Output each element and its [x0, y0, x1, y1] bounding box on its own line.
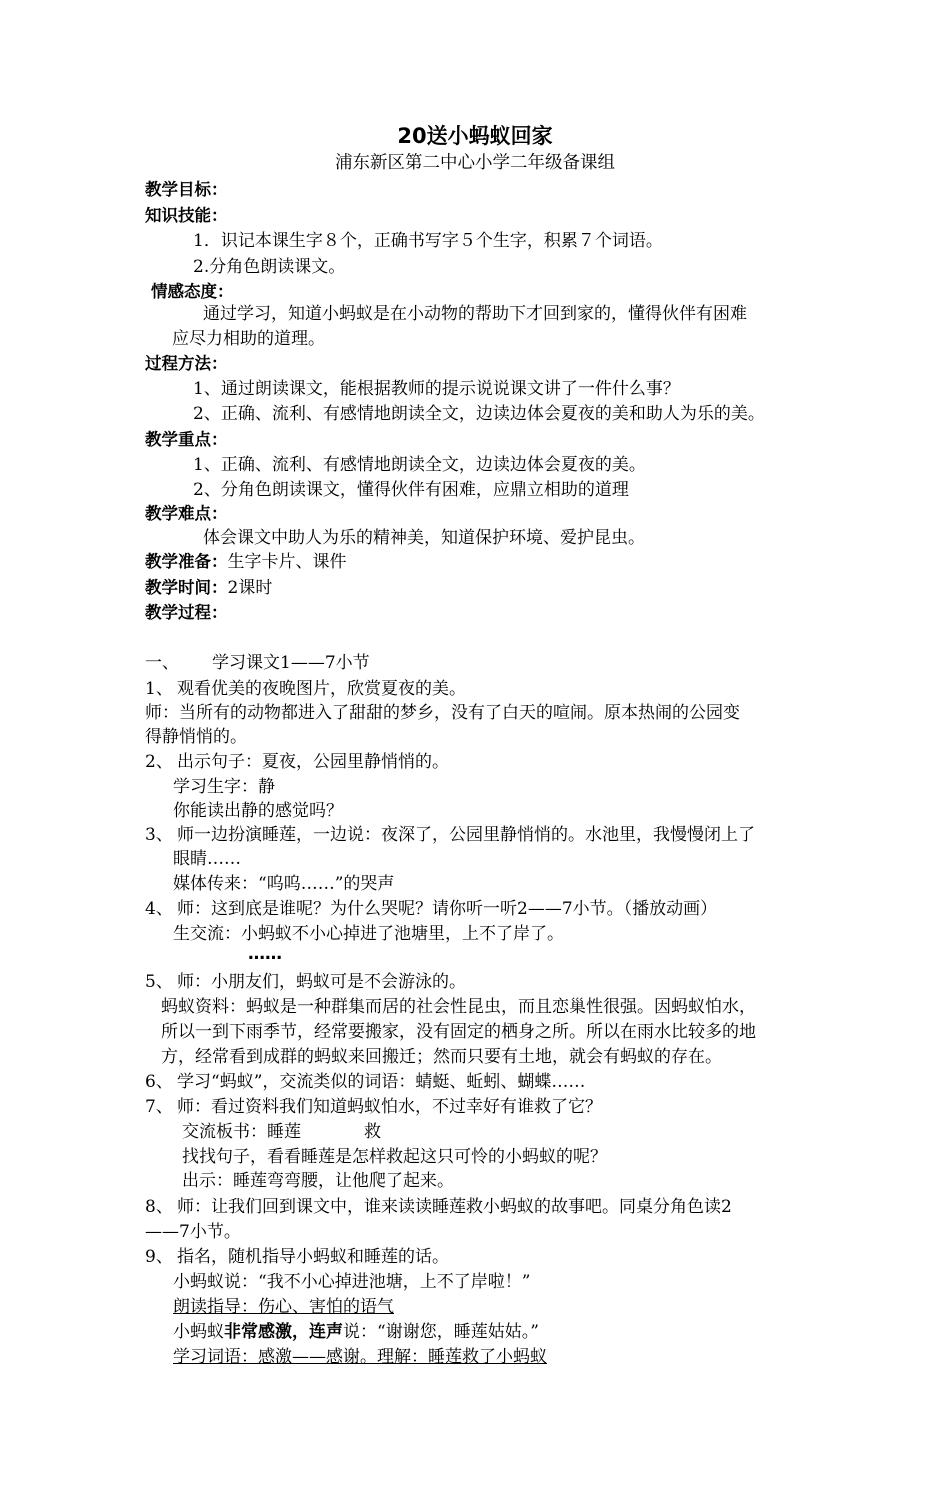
- step-1-text: 观看优美的夜晚图片，欣赏夏夜的美。: [177, 679, 466, 699]
- time-heading: 教学时间：: [145, 578, 228, 597]
- step-7-sub-2: 出示：睡莲弯弯腰，让他爬了起来。: [182, 1171, 454, 1191]
- step-5-number: 5、: [145, 972, 173, 992]
- quote-2-bold-2: 连声: [309, 1322, 343, 1342]
- knowledge-item-1: 1．识记本课生字８个，正确书写字５个生字，积累７个词语。: [193, 231, 663, 251]
- step-1-teacher-1: 师：当所有的动物都进入了甜甜的梦乡，没有了白天的喧闹。原本热闹的公园变: [145, 703, 740, 723]
- time-text: 2课时: [227, 578, 273, 598]
- section-one-number: 一、: [145, 653, 179, 673]
- step-9-vocabulary: 学习词语：感激——感谢。理解：睡莲救了小蚂蚁: [173, 1347, 547, 1367]
- step-3-sub: 媒体传来：“呜呜……”的哭声: [173, 874, 395, 894]
- step-2-text: 出示句子：夏夜，公园里静悄悄的。: [177, 752, 449, 772]
- step-2-number: 2、: [145, 752, 173, 772]
- step-7-sub-1: 找找句子，看看睡莲是怎样救起这只可怜的小蚂蚁的呢？: [182, 1147, 607, 1167]
- step-9-quote-1: 小蚂蚁说：“我不小心掉进池塘，上不了岸啦！”: [173, 1272, 531, 1292]
- emotion-text-2: 应尽力相助的道理。: [172, 329, 325, 349]
- knowledge-item-2: 2.分角色朗读课文。: [193, 257, 346, 277]
- step-3-text: 师一边扮演睡莲，一边说：夜深了，公园里静悄悄的。水池里，我慢慢闭上了: [177, 825, 755, 845]
- step-9-quote-2: [173, 1319, 539, 1345]
- page-title: 20送小蚂蚁回家: [397, 124, 553, 148]
- step-7-text: 师：看过资料我们知道蚂蚁怕水，不过幸好有谁救了它？: [177, 1097, 602, 1117]
- difficulty-heading: 教学难点：: [145, 504, 228, 523]
- procedure-heading: 教学过程：: [145, 603, 228, 622]
- key-point-2: 2、分角色朗读课文，懂得伙伴有困难，应鼎立相助的道理: [193, 480, 629, 500]
- quote-2-comma: ，: [292, 1322, 309, 1342]
- step-5-data-2: 所以一到下雨季节，经常要搬家，没有固定的栖身之所。所以在雨水比较多的地: [161, 1022, 756, 1042]
- preparation-heading: 教学准备：: [145, 552, 228, 571]
- quote-2-prefix: 小蚂蚁: [173, 1322, 224, 1342]
- time-line: [145, 575, 272, 601]
- process-heading: 过程方法：: [145, 354, 228, 373]
- step-8-continued: ——7小节。: [145, 1222, 241, 1242]
- step-7-board-label: 交流板书：睡莲: [182, 1122, 301, 1142]
- step-7-board-word: 救: [364, 1122, 381, 1142]
- step-4-ellipsis: ……: [248, 944, 282, 964]
- emotion-heading: 情感态度：: [151, 282, 234, 301]
- difficulty-text: 体会课文中助人为乐的精神美，知道保护环境、爱护昆虫。: [203, 528, 645, 548]
- step-6-number: 6、: [145, 1072, 173, 1092]
- step-4-text: 师：这到底是谁呢？为什么哭呢？请你听一听2——7小节。（播放动画）: [177, 899, 718, 919]
- step-2-sub-2: 你能读出静的感觉吗？: [173, 801, 343, 821]
- step-8-text: 师：让我们回到课文中，谁来读读睡莲救小蚂蚁的故事吧。同桌分角色读2: [177, 1197, 732, 1217]
- step-1-teacher-2: 得静悄悄的。: [145, 727, 247, 747]
- step-7-number: 7、: [145, 1097, 173, 1117]
- preparation-line: [145, 549, 347, 575]
- step-3-continued: 眼睛……: [173, 849, 241, 869]
- step-5-text: 师：小朋友们，蚂蚁可是不会游泳的。: [177, 972, 466, 992]
- step-9-reading-guide: 朗读指导：伤心、害怕的语气: [173, 1297, 394, 1317]
- page-subtitle: 浦东新区第二中心小学二年级备课组: [335, 153, 615, 173]
- goals-heading: 教学目标：: [145, 180, 228, 199]
- step-4-sub: 生交流：小蚂蚁不小心掉进了池塘里，上不了岸了。: [173, 924, 564, 944]
- process-item-2: 2、正确、流利、有感情地朗读全文，边读边体会夏夜的美和助人为乐的美。: [193, 404, 765, 424]
- step-1-number: 1、: [145, 679, 173, 699]
- step-9-number: 9、: [145, 1247, 173, 1267]
- step-4-number: 4、: [145, 899, 173, 919]
- step-6-text: 学习“蚂蚁”，交流类似的词语：蜻蜓、蚯蚓、蝴蝶……: [177, 1072, 586, 1092]
- quote-2-suffix: 说：“谢谢您，睡莲姑姑。”: [343, 1322, 539, 1342]
- section-one-title: 学习课文1——7小节: [212, 653, 370, 673]
- emotion-text-1: 通过学习，知道小蚂蚁是在小动物的帮助下才回到家的，懂得伙伴有困难: [203, 304, 747, 324]
- step-2-sub-1: 学习生字：静: [173, 777, 275, 797]
- quote-2-bold-1: 非常感激: [224, 1322, 292, 1342]
- preparation-text: 生字卡片、课件: [227, 552, 347, 572]
- key-points-heading: 教学重点：: [145, 430, 228, 449]
- process-item-1: 1、通过朗读课文，能根据教师的提示说说课文讲了一件什么事？: [193, 379, 680, 399]
- step-5-data-1: 蚂蚁资料：蚂蚁是一种群集而居的社会性昆虫，而且恋巢性很强。因蚂蚁怕水，: [161, 997, 756, 1017]
- key-point-1: 1、正确、流利、有感情地朗读全文，边读边体会夏夜的美。: [193, 455, 646, 475]
- step-8-number: 8、: [145, 1197, 173, 1217]
- knowledge-heading: 知识技能：: [145, 206, 228, 225]
- step-3-number: 3、: [145, 825, 173, 845]
- step-9-text: 指名，随机指导小蚂蚁和睡莲的话。: [177, 1247, 449, 1267]
- step-5-data-3: 方，经常看到成群的蚂蚁来回搬迁；然而只要有土地，就会有蚂蚁的存在。: [161, 1047, 722, 1067]
